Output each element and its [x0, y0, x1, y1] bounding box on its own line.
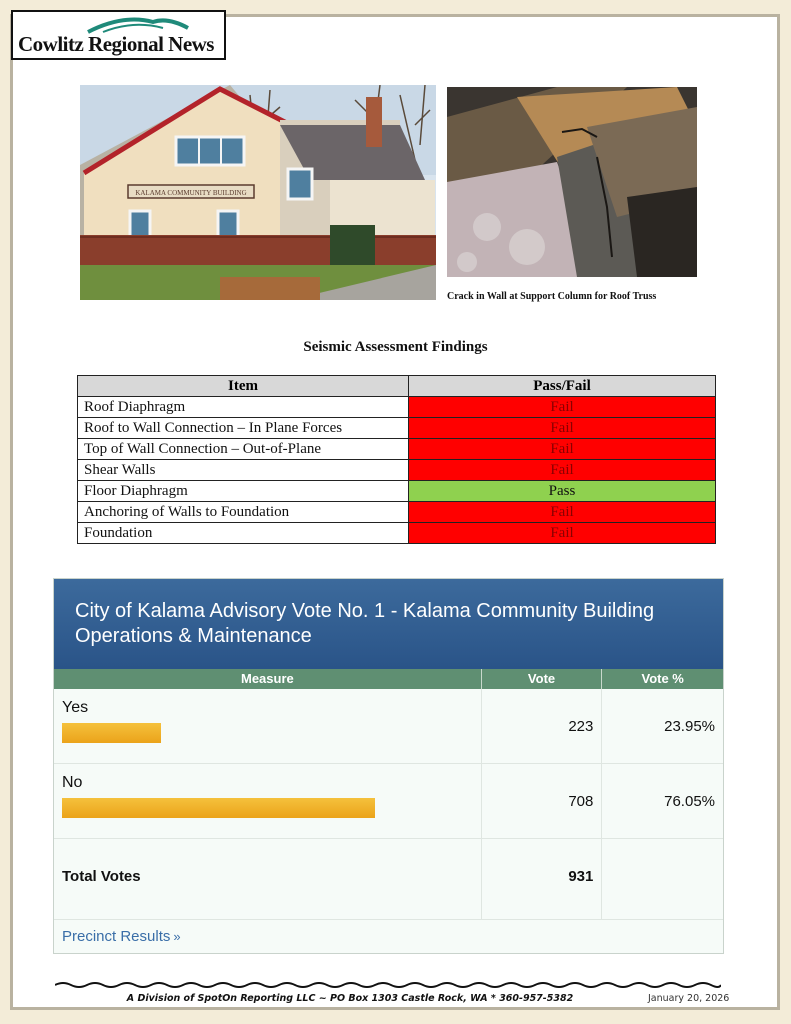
- vote-title: City of Kalama Advisory Vote No. 1 - Kalama Community Building Operations & Maintenance: [54, 579, 723, 669]
- measure-column-header: Measure: [54, 669, 482, 689]
- precinct-link-label: Precinct Results: [62, 928, 171, 945]
- vote-bar-yes: [62, 723, 161, 743]
- item-column-header: Item: [78, 376, 409, 397]
- photo-caption: Crack in Wall at Support Column for Roof Truss: [447, 291, 657, 302]
- table-row: [78, 418, 716, 439]
- table-row: [78, 439, 716, 460]
- findings-header-row: [78, 376, 716, 397]
- advisory-vote-panel: [53, 578, 724, 954]
- option-label: Yes: [62, 699, 89, 716]
- finding-item: Roof Diaphragm: [78, 397, 409, 418]
- option-label: No: [62, 774, 83, 791]
- option-pct: 76.05%: [664, 793, 715, 810]
- finding-result: Fail: [409, 439, 716, 460]
- precinct-results-link[interactable]: [54, 920, 723, 954]
- building-sign: KALAMA COMMUNITY BUILDING: [135, 189, 247, 197]
- table-row: [78, 502, 716, 523]
- finding-result: Pass: [409, 481, 716, 502]
- footer-text: A Division of SpotOn Reporting LLC ~ PO Box 1303 Castle Rock, WA * 360-957-5382: [126, 993, 574, 1004]
- community-building-photo: [80, 85, 436, 300]
- vote-column-header: Vote: [482, 669, 603, 689]
- roof-truss-crack-photo: [447, 87, 697, 277]
- footer-divider: [55, 980, 721, 990]
- seismic-findings-table: [77, 375, 716, 544]
- double-chevron-right-icon: »: [173, 929, 181, 944]
- table-row: [78, 460, 716, 481]
- total-votes-row: [54, 839, 723, 920]
- option-votes: 708: [568, 793, 594, 810]
- option-pct: 23.95%: [664, 718, 715, 735]
- finding-item: Anchoring of Walls to Foundation: [78, 502, 409, 523]
- footer-date: January 20, 2026: [648, 993, 730, 1004]
- finding-result: Fail: [409, 502, 716, 523]
- finding-result: Fail: [409, 397, 716, 418]
- finding-item: Shear Walls: [78, 460, 409, 481]
- masthead-logo[interactable]: [11, 10, 226, 60]
- finding-item: Roof to Wall Connection – In Plane Forces: [78, 418, 409, 439]
- table-row: [78, 397, 716, 418]
- result-column-header: Pass/Fail: [409, 376, 716, 397]
- findings-title: Seismic Assessment Findings: [303, 339, 488, 355]
- masthead-title: Cowlitz Regional News: [18, 32, 214, 56]
- finding-item: Foundation: [78, 523, 409, 544]
- finding-item: Top of Wall Connection – Out-of-Plane: [78, 439, 409, 460]
- finding-result: Fail: [409, 418, 716, 439]
- finding-result: Fail: [409, 523, 716, 544]
- vote-option-row: [54, 764, 723, 839]
- total-label: Total Votes: [62, 868, 141, 885]
- table-row: [78, 481, 716, 502]
- option-votes: 223: [568, 718, 594, 735]
- finding-result: Fail: [409, 460, 716, 481]
- vote-option-row: [54, 689, 723, 764]
- total-votes: 931: [568, 868, 594, 885]
- vote-column-headers: [54, 669, 723, 689]
- mountain-logo-icon: [83, 14, 193, 34]
- finding-item: Floor Diaphragm: [78, 481, 409, 502]
- table-row: [78, 523, 716, 544]
- vote-pct-column-header: Vote %: [641, 671, 684, 686]
- vote-bar-no: [62, 798, 375, 818]
